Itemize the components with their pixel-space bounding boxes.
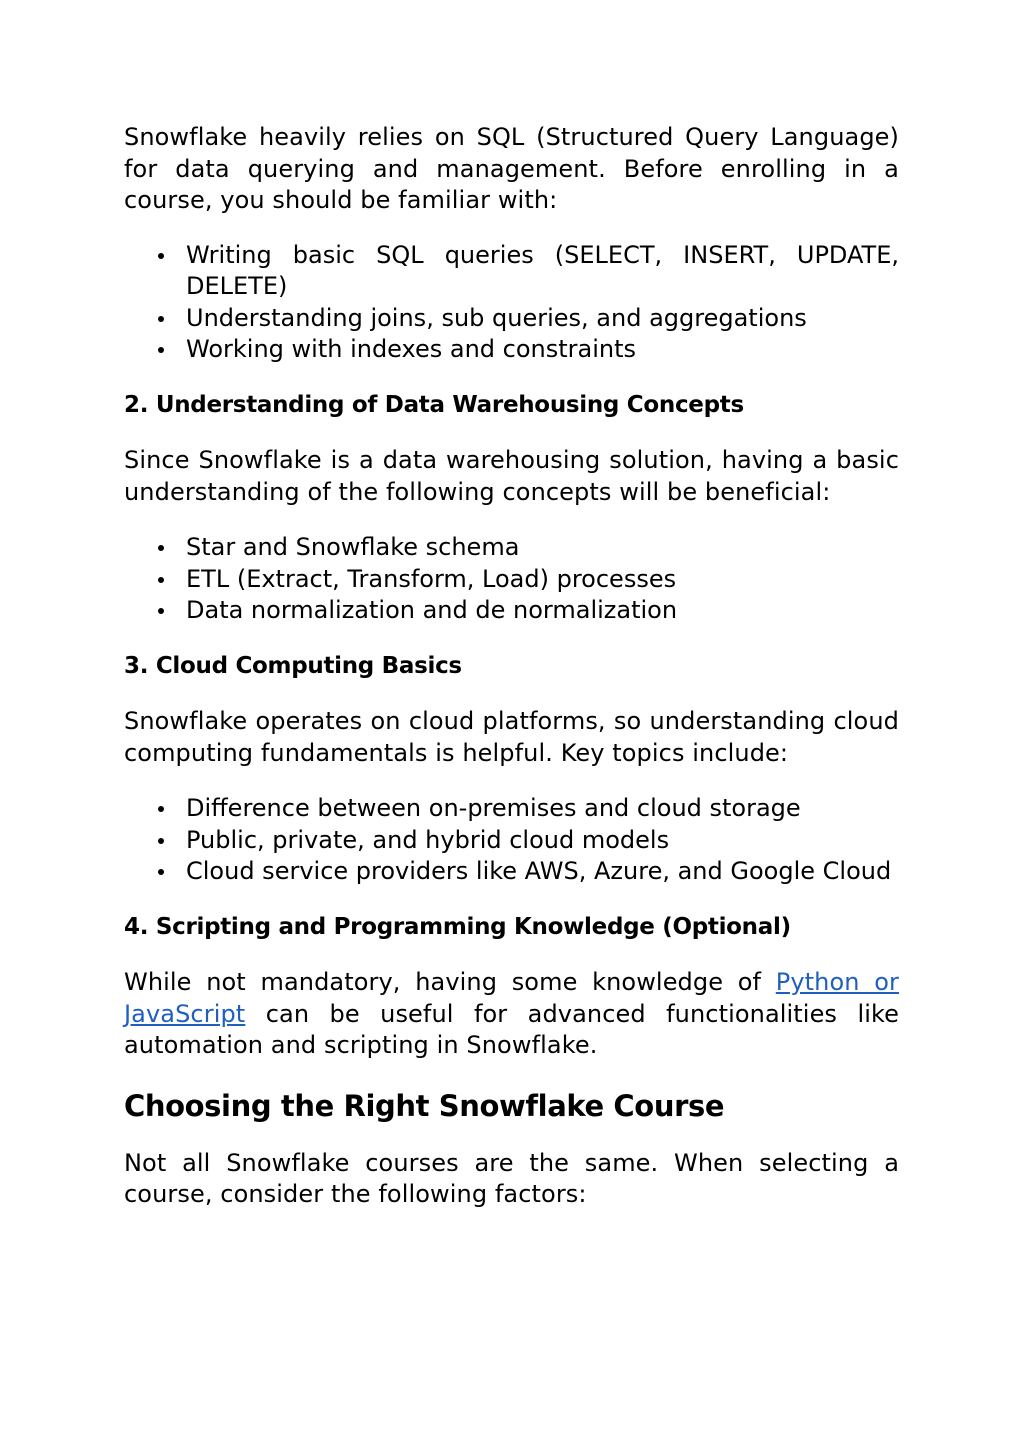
list-item: Difference between on-premises and cloud storage xyxy=(124,793,899,825)
bullet-icon xyxy=(158,838,164,844)
section-heading-scripting: 4. Scripting and Programming Knowledge (Optional) xyxy=(124,913,791,940)
scripting-paragraph: While not mandatory, having some knowledge of Python or JavaScript can be useful for advanced functionalities like automation and scripting in Snowflake. xyxy=(124,968,899,1059)
bullet-icon xyxy=(158,806,164,812)
section-heading-data-warehousing: 2. Understanding of Data Warehousing Concepts xyxy=(124,391,744,418)
spacer xyxy=(124,217,899,240)
python-javascript-link[interactable]: Python or JavaScript xyxy=(124,968,899,1028)
list-item: Understanding joins, sub queries, and aggregations xyxy=(124,303,899,335)
list-item: Writing basic SQL queries (SELECT, INSERT, UPDATE, DELETE) xyxy=(124,240,899,303)
data-warehousing-paragraph: Since Snowflake is a data warehousing solution, having a basic understanding of the following concepts will be beneficial: xyxy=(124,446,899,506)
list-item: Public, private, and hybrid cloud models xyxy=(124,825,899,857)
sql-skills-list xyxy=(124,240,899,366)
cloud-computing-paragraph: Snowflake operates on cloud platforms, so understanding cloud computing fundamentals is helpful. Key topics include: xyxy=(124,707,899,767)
bullet-icon xyxy=(158,869,164,875)
list-item: ETL (Extract, Transform, Load) processes xyxy=(124,564,899,596)
data-warehousing-list xyxy=(124,532,899,627)
choosing-course-paragraph: Not all Snowflake courses are the same. When selecting a course, consider the following factors: xyxy=(124,1148,899,1208)
choosing-course-heading: Choosing the Right Snowflake Course xyxy=(124,1088,725,1123)
list-item: Data normalization and de normalization xyxy=(124,595,899,627)
bullet-icon xyxy=(158,253,164,259)
intro-paragraph: Snowflake heavily relies on SQL (Structured Query Language) for data querying and management. Before enrolling in a course, you should be familiar with: xyxy=(124,123,899,214)
list-item: Star and Snowflake schema xyxy=(124,532,899,564)
document-page xyxy=(124,122,899,1211)
bullet-icon xyxy=(158,316,164,322)
bullet-icon xyxy=(158,608,164,614)
cloud-computing-list xyxy=(124,793,899,888)
bullet-icon xyxy=(158,545,164,551)
bullet-icon xyxy=(158,347,164,353)
section-heading-cloud-computing: 3. Cloud Computing Basics xyxy=(124,652,462,679)
list-item: Working with indexes and constraints xyxy=(124,334,899,366)
list-item: Cloud service providers like AWS, Azure, and Google Cloud xyxy=(124,856,899,888)
bullet-icon xyxy=(158,577,164,583)
